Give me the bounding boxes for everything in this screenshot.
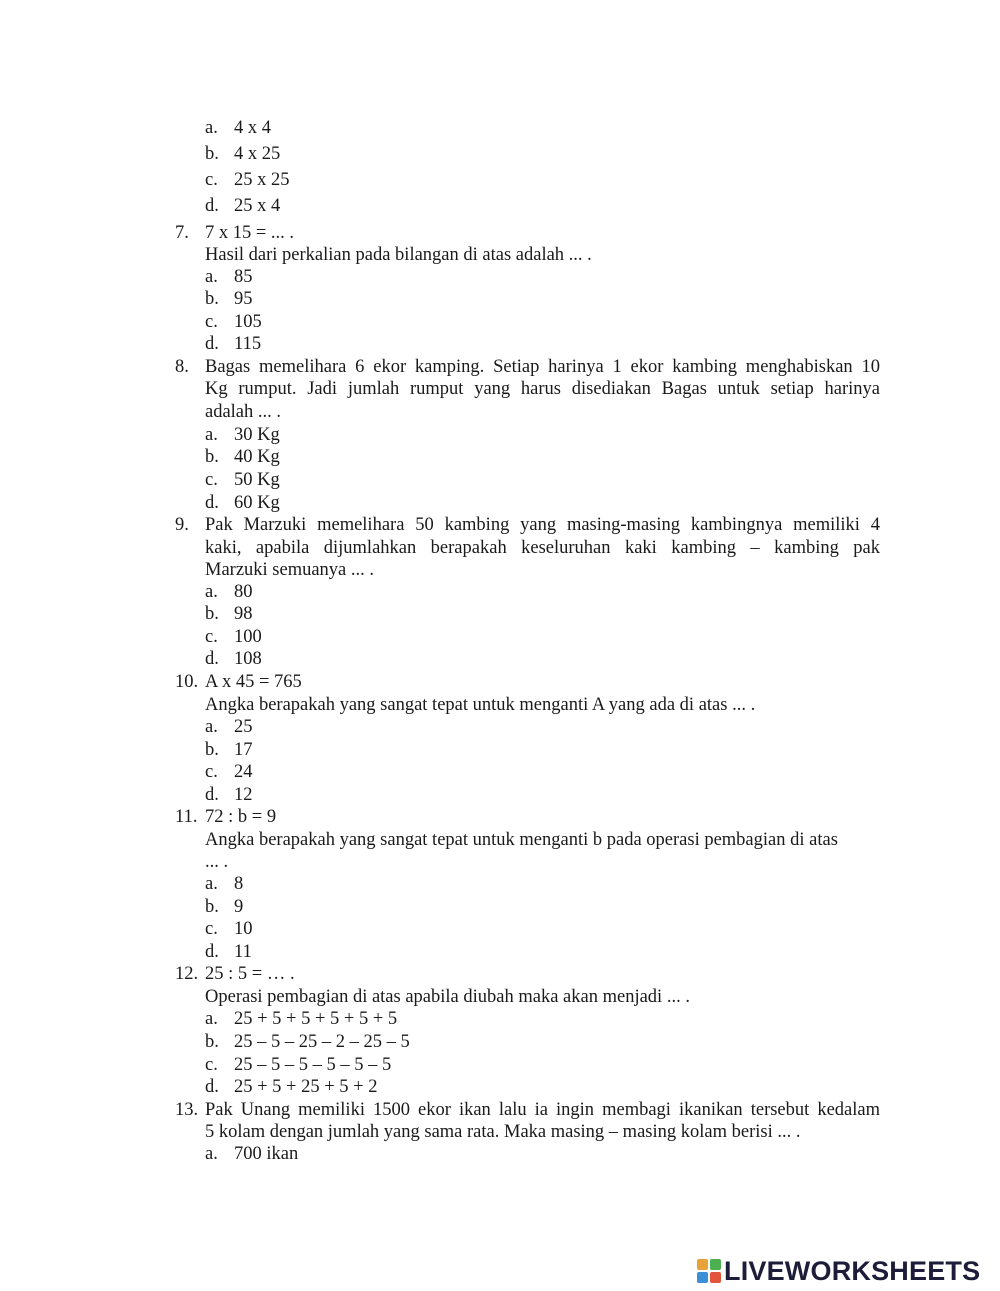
q11-option-d: d. 11 <box>205 942 252 962</box>
q11-prompt: Angka berapakah yang sangat tepat untuk menganti b pada operasi pembagian di atas <box>205 830 838 850</box>
q11-prompt: 72 : b = 9 <box>205 807 277 827</box>
logo-text: LIVEWORKSHEETS <box>724 1255 981 1286</box>
q10-option-a: a. 25 <box>205 717 253 737</box>
q9-option-b: b. 98 <box>205 604 253 624</box>
q9-prompt: kaki, apabila dijumlahkan berapakah keseluruhan kaki kambing – kambing pak <box>205 538 880 558</box>
q6-option-b: b. 4 x 25 <box>205 144 281 164</box>
q9-prompt: Marzuki semuanya ... . <box>205 560 375 580</box>
logo-block <box>697 1272 708 1283</box>
q11-option-a: a. 8 <box>205 874 244 894</box>
q6-option-c: c. 25 x 25 <box>205 170 290 190</box>
q10-option-b: b. 17 <box>205 740 253 760</box>
q13-prompt: 5 kolam dengan jumlah yang sama rata. Maka masing – masing kolam berisi ... . <box>205 1122 801 1142</box>
q8-option-d: d. 60 Kg <box>205 493 280 513</box>
q6-option-d: d. 25 x 4 <box>205 196 281 216</box>
q8-prompt: adalah ... . <box>205 402 282 422</box>
q7-prompt: 7 x 15 = ... . <box>205 223 295 243</box>
q8-prompt: Kg rumput. Jadi jumlah rumput yang harus disediakan Bagas untuk setiap harinya <box>205 379 880 399</box>
q9-option-a: a. 80 <box>205 582 253 602</box>
q12-option-c: c. 25 – 5 – 5 – 5 – 5 – 5 <box>205 1055 392 1075</box>
q9-option-d: d. 108 <box>205 649 262 669</box>
q7-option-b: b. 95 <box>205 289 253 309</box>
q7-prompt: Hasil dari perkalian pada bilangan di atas adalah ... . <box>205 245 592 265</box>
q11-number: 11. <box>175 807 198 827</box>
q12-number: 12. <box>175 964 199 984</box>
q9-prompt: Pak Marzuki memelihara 50 kambing yang masing-masing kambingnya memiliki 4 <box>205 515 880 535</box>
q10-prompt: A x 45 = 765 <box>205 672 302 692</box>
q11-prompt: ... . <box>205 852 229 872</box>
q11-option-b: b. 9 <box>205 897 244 917</box>
q7-number: 7. <box>175 223 189 243</box>
q11-option-c: c. 10 <box>205 919 253 939</box>
q12-option-a: a. 25 + 5 + 5 + 5 + 5 + 5 <box>205 1009 398 1029</box>
q7-option-d: d. 115 <box>205 334 262 354</box>
q8-option-a: a. 30 Kg <box>205 425 280 445</box>
q13-prompt: Pak Unang memiliki 1500 ekor ikan lalu ia ingin membagi ikanikan tersebut kedalam <box>205 1100 880 1120</box>
logo-block <box>710 1272 721 1283</box>
q8-number: 8. <box>175 357 189 377</box>
q12-prompt: Operasi pembagian di atas apabila diubah maka akan menjadi ... . <box>205 987 690 1007</box>
q8-option-c: c. 50 Kg <box>205 470 280 490</box>
q10-prompt: Angka berapakah yang sangat tepat untuk menganti A yang ada di atas ... . <box>205 695 756 715</box>
liveworksheets-logo <box>697 1257 980 1285</box>
q12-option-d: d. 25 + 5 + 25 + 5 + 2 <box>205 1077 378 1097</box>
q10-option-d: d. 12 <box>205 785 253 805</box>
q10-number: 10. <box>175 672 199 692</box>
q10-option-c: c. 24 <box>205 762 253 782</box>
liveworksheets-logo-icon <box>697 1259 721 1283</box>
logo-block <box>697 1259 708 1270</box>
q6-option-a: a. 4 x 4 <box>205 118 271 138</box>
q13-number: 13. <box>175 1100 199 1120</box>
q8-prompt: Bagas memelihara 6 ekor kamping. Setiap harinya 1 ekor kambing menghabiskan 10 <box>205 357 880 377</box>
q9-number: 9. <box>175 515 189 535</box>
q7-option-a: a. 85 <box>205 267 253 287</box>
logo-block <box>710 1259 721 1270</box>
q9-option-c: c. 100 <box>205 627 262 647</box>
q12-prompt: 25 : 5 = … . <box>205 964 295 984</box>
q8-option-b: b. 40 Kg <box>205 447 280 467</box>
q12-option-b: b. 25 – 5 – 25 – 2 – 25 – 5 <box>205 1032 410 1052</box>
q13-option-a: a. 700 ikan <box>205 1144 299 1164</box>
q7-option-c: c. 105 <box>205 312 262 332</box>
